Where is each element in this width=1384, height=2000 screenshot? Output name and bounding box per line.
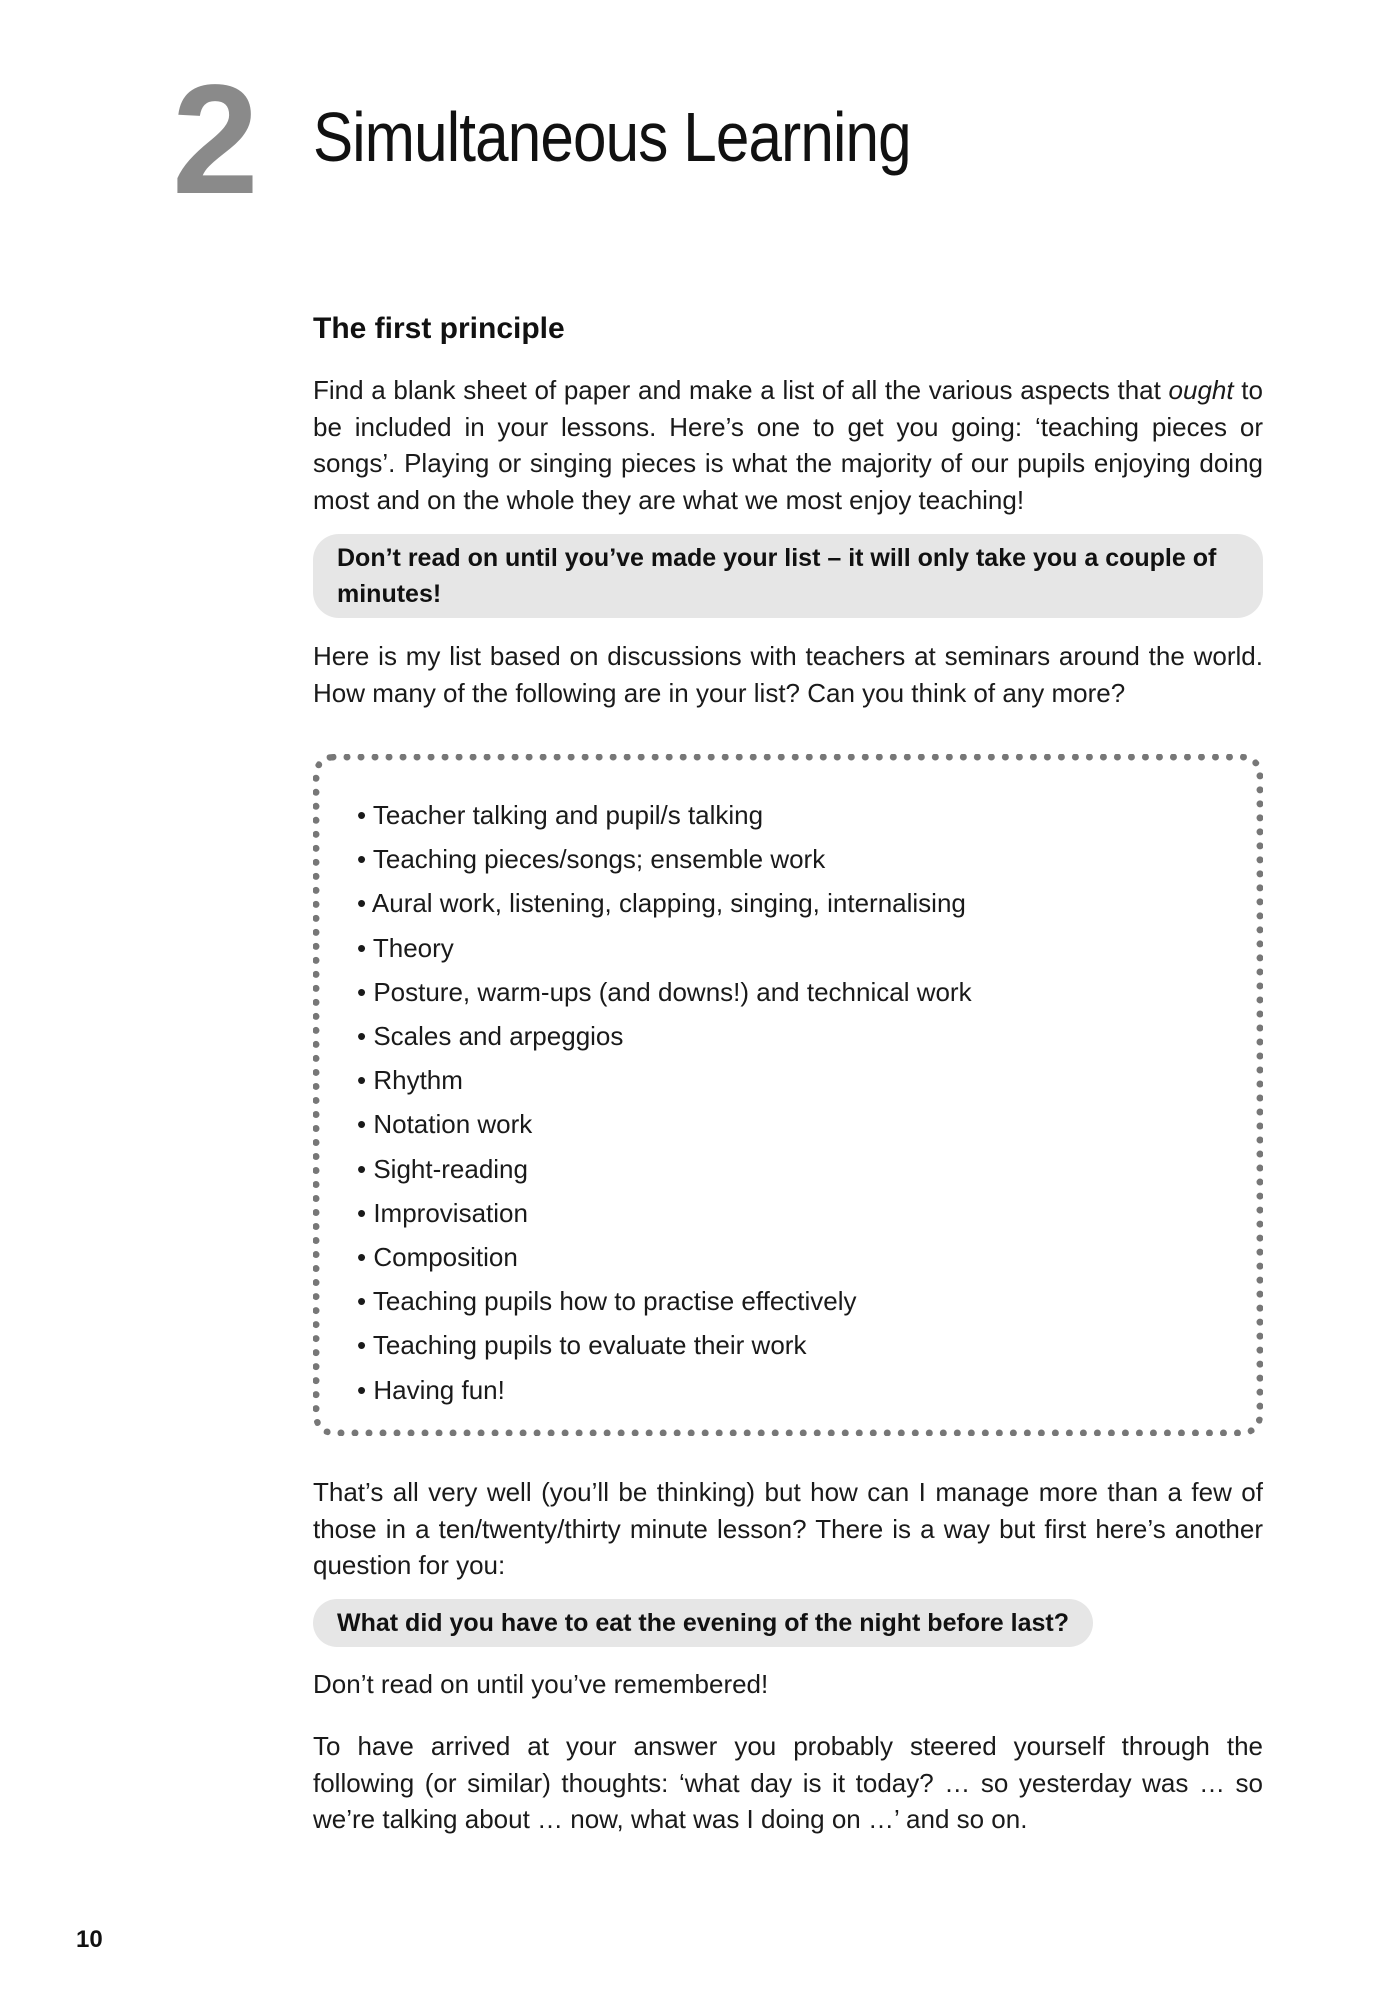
list-intro-paragraph: Here is my list based on discussions with teachers at seminars around the world. How many of the following are in your list? Can you think of any more?	[313, 641, 1263, 708]
intro-paragraph-start: Find a blank sheet of paper and make a list of all the various aspects that	[313, 375, 1169, 405]
list-item: • Teacher talking and pupil/s talking	[357, 800, 764, 830]
intro-paragraph-end: to be included in your lessons. Here’s one to get you going: ‘teaching pieces or songs’. Playing or singing pieces is what the majority of our pupils enjoying doing most and on the whole they are what we most enjoy teaching!	[313, 375, 1263, 515]
page-number: 10	[76, 1926, 103, 1953]
section-heading: The first principle	[313, 312, 565, 345]
list-item: • Notation work	[357, 1109, 533, 1140]
list-item: • Composition	[357, 1242, 518, 1273]
list-item: • Teaching pupils how to practise effectively	[357, 1286, 857, 1317]
list-item: • Teaching pieces/songs; ensemble work	[357, 844, 826, 875]
intro-paragraph-emphasis: ought	[1168, 375, 1234, 405]
question-intro-paragraph: That’s all very well (you’ll be thinking) but how can I manage more than a few of those in a ten/twenty/thirty minute lesson? There is a way but first here’s another question for you:	[313, 1477, 1263, 1580]
list-item: • Theory	[357, 932, 454, 963]
list-item: • Posture, warm-ups (and downs!) and technical work	[357, 976, 972, 1007]
list-item: • Rhythm	[357, 1065, 463, 1096]
chapter-number: 2	[172, 53, 255, 227]
lesson-aspects-list	[320, 761, 1256, 1412]
remember-paragraph: Don’t read on until you’ve remembered!	[313, 1669, 769, 1699]
list-item: • Improvisation	[357, 1197, 528, 1228]
list-item: • Sight-reading	[357, 1153, 528, 1184]
lesson-aspects-box	[313, 754, 1263, 1436]
question-callout: What did you have to eat the evening of the night before last?	[313, 1599, 1093, 1647]
list-item: • Teaching pupils to evaluate their work	[357, 1330, 807, 1361]
chapter-title: Simultaneous Learning	[313, 98, 911, 176]
list-item: • Having fun!	[357, 1374, 505, 1405]
answer-paragraph: To have arrived at your answer you probably steered yourself through the following (or similar) thoughts: ‘what day is it today? … so yesterday was … so we’re talking about … now, what was I doing on …’ and so on.	[313, 1731, 1263, 1834]
list-item: • Scales and arpeggios	[357, 1021, 624, 1052]
make-list-callout: Don’t read on until you’ve made your list – it will only take you a couple of minutes!	[313, 534, 1263, 618]
intro-paragraph	[313, 372, 1263, 518]
list-item: • Aural work, listening, clapping, singing, internalising	[357, 888, 966, 919]
